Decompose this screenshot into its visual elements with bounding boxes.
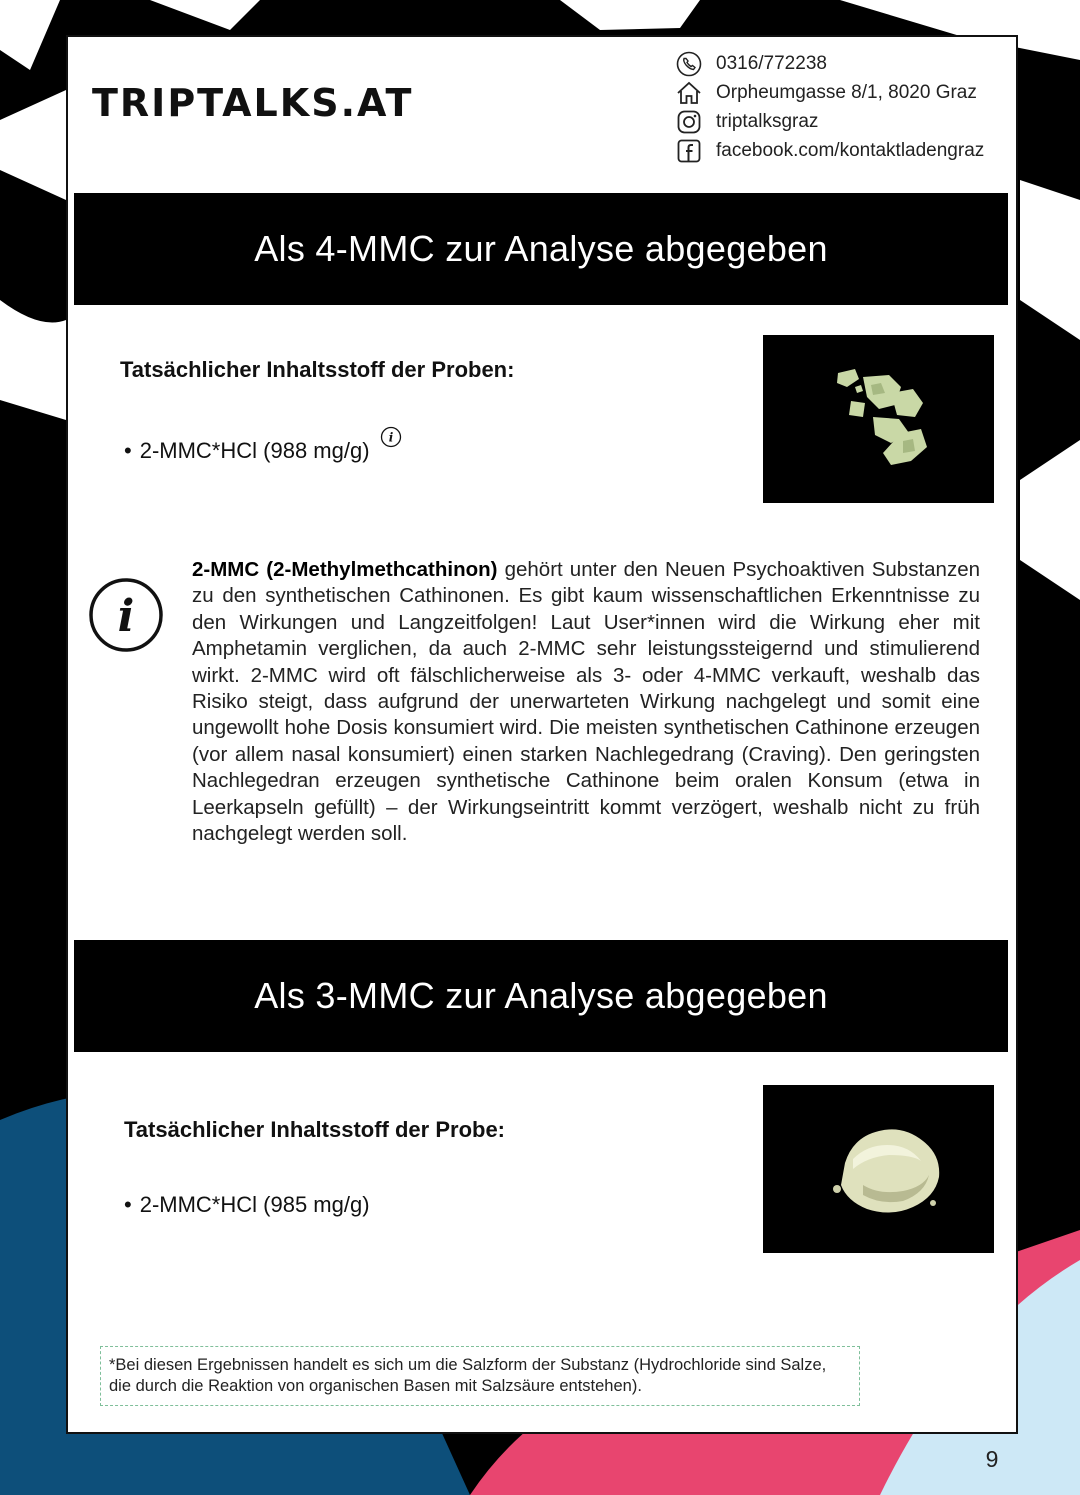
info-icon-large xyxy=(88,577,164,653)
section1-result-text: 2-MMC*HCl (988 mg/g) xyxy=(139,438,370,463)
section2-result: • 2-MMC*HCl (985 mg/g) xyxy=(124,1192,370,1217)
section2-heading: Tatsächlicher Inhaltsstoff der Probe: xyxy=(124,1117,506,1142)
contact-block xyxy=(676,49,984,165)
info-paragraph xyxy=(192,557,980,847)
facebook-icon xyxy=(676,138,702,164)
page-number: 9 xyxy=(985,1446,999,1472)
address-text: Orpheumgasse 8/1, 8020 Graz xyxy=(716,81,977,103)
section2-banner: Als 3-MMC zur Analyse abgegeben xyxy=(74,940,1008,1052)
contact-instagram xyxy=(676,107,984,136)
contact-facebook xyxy=(676,136,984,165)
footnote-box: *Bei diesen Ergebnissen handelt es sich um die Salzform der Substanz (Hydrochloride sind Salze, die durch die Reaktion von organischen Basen mit Salzsäure entstehen). xyxy=(100,1346,860,1406)
document-sheet xyxy=(66,35,1018,1434)
info-text: gehört unter den Neuen Psychoaktiven Substanzen zu den synthetischen Cathinonen. Es gibt kaum wissenschaftlichen Erkenntnisse zu den Wirkungen und Langzeitfolgen! Laut User*innen wird die Wirkung eher mit Amphetamin verglichen, da auch 2-MMC sehr leistungssteigernd und stimulierend wirkt. 2-MMC wird oft fälschlicherweise als 3- oder 4-MMC verkauft, weshalb das Risiko steigt, dass aufgrund der unerwarteten Wirkung nachgelegt und somit eine ungewollt hohe Dosis konsumiert wird. Die meisten synthetischen Cathinone erzeugen (vor allem nasal konsumiert) einen starken Nachlegedrang (Craving). Den geringsten Nachlegedran erzeugen synthetische Cathinone beim oralen Konsum (etwa in Leerkapseln gefüllt) – der Wirkungseintritt kommt verzögert, weshalb nicht zu früh nachgelegt werden soll. xyxy=(192,558,981,846)
info-icon[interactable] xyxy=(380,426,402,448)
section1-heading: Tatsächlicher Inhaltsstoff der Proben: xyxy=(120,357,515,382)
contact-address xyxy=(676,78,984,107)
brand-logo: TRIPTALKS.AT xyxy=(92,81,414,125)
facebook-link[interactable]: facebook.com/kontaktladengraz xyxy=(716,139,985,161)
phone-icon xyxy=(676,51,702,77)
sample-photo-2 xyxy=(763,1085,994,1253)
section1-result: • 2-MMC*HCl (988 mg/g) i xyxy=(124,438,402,464)
instagram-icon xyxy=(676,109,702,135)
section1-banner: Als 4-MMC zur Analyse abgegeben xyxy=(74,193,1008,305)
home-icon xyxy=(676,80,702,106)
contact-phone xyxy=(676,49,984,78)
svg-text:i: i xyxy=(388,430,393,445)
svg-text:i: i xyxy=(117,591,135,642)
section2-result-text: 2-MMC*HCl (985 mg/g) xyxy=(139,1192,370,1217)
info-term: 2-MMC (2-Methylmethcathinon) xyxy=(192,558,498,581)
sample-photo-1 xyxy=(763,335,994,503)
phone-number[interactable]: 0316/772238 xyxy=(716,52,827,74)
instagram-handle[interactable]: triptalksgraz xyxy=(716,110,819,132)
